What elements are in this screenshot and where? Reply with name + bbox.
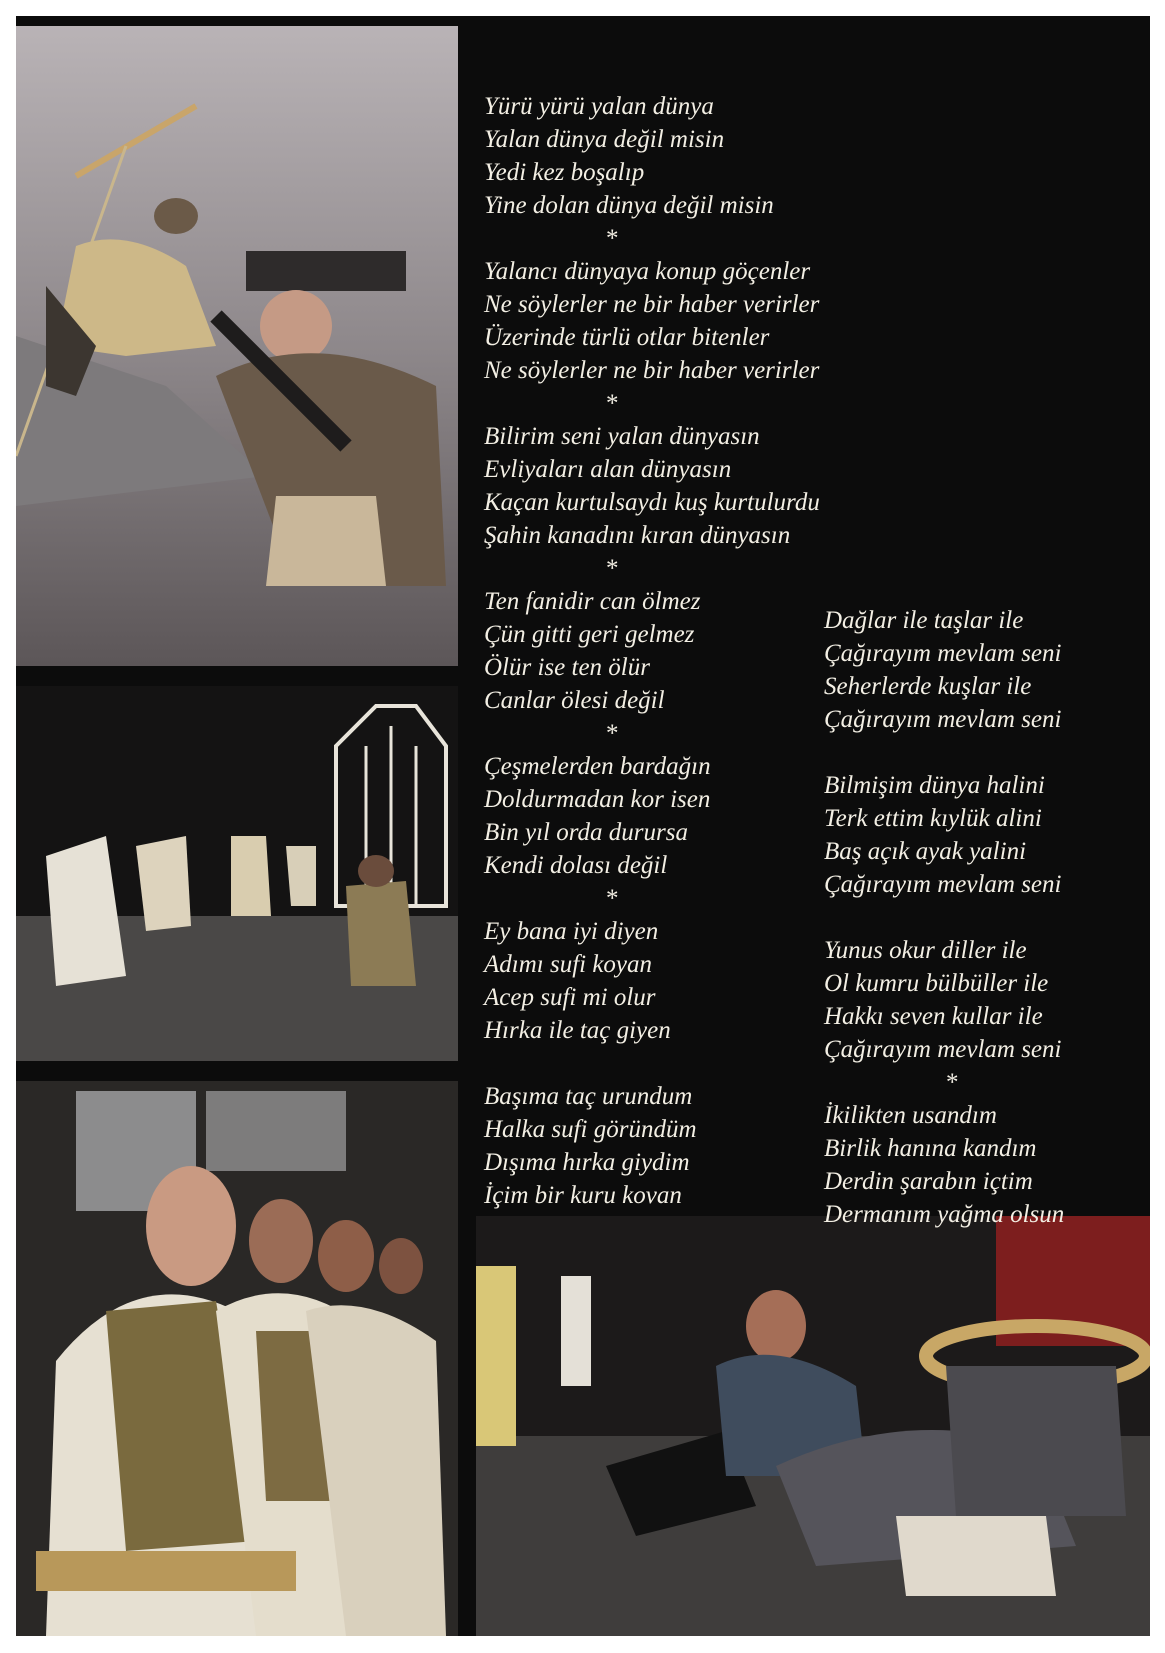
poem-line: Kaçan kurtulsaydı kuş kurtulurdu <box>484 489 820 516</box>
poem-line: Evliyaları alan dünyasın <box>484 456 732 483</box>
poem-line: Bin yıl orda durursa <box>484 819 688 846</box>
poem-line: Ne söylerler ne bir haber verirler <box>484 357 820 384</box>
stanza-gap <box>824 901 1064 934</box>
poem-line: Hakkı seven kullar ile <box>824 1003 1043 1030</box>
poem-line: Yunus okur diller ile <box>824 937 1027 964</box>
poem-line: Bilirim seni yalan dünyasın <box>484 423 760 450</box>
poem-line: Çün gitti geri gelmez <box>484 621 695 648</box>
poem-line: Yalancı dünyaya konup göçenler <box>484 258 811 285</box>
poem-line: Çağırayım mevlam seni <box>824 640 1062 667</box>
poem-line: Çeşmelerden bardağın <box>484 753 711 780</box>
poem-line: Bilmişim dünya halini <box>824 772 1045 799</box>
poem-line: Ne söylerler ne bir haber verirler <box>484 291 820 318</box>
poem-line: Yedi kez boşalıp <box>484 159 645 186</box>
poem-line: Başıma taç urundum <box>484 1083 693 1110</box>
poem-right-column <box>824 604 1064 1231</box>
stanza-separator: * <box>606 720 619 747</box>
poem-line: Terk ettim kıylük alini <box>824 805 1042 832</box>
poem-line: Ten fanidir can ölmez <box>484 588 701 615</box>
poem-left-column <box>484 90 820 1212</box>
stanza-separator: * <box>606 225 619 252</box>
poem-line: Yalan dünya değil misin <box>484 126 725 153</box>
stanza-separator: * <box>606 555 619 582</box>
stanza-separator: * <box>606 885 619 912</box>
brochure-page <box>16 16 1150 1636</box>
poem-line: İkilikten usandım <box>824 1102 997 1129</box>
poem-line: Ey bana iyi diyen <box>484 918 659 945</box>
poem-line: Dağlar ile taşlar ile <box>824 607 1024 634</box>
stanza-gap <box>484 1047 820 1080</box>
stage-photo-performers-line <box>16 1081 458 1636</box>
stanza-separator: * <box>606 390 619 417</box>
poem-line: Ölür ise ten ölür <box>484 654 650 681</box>
poem-line: Çağırayım mevlam seni <box>824 871 1062 898</box>
poem-line: Dermanım yağma olsun <box>824 1201 1065 1228</box>
poem-line: Birlik hanına kandım <box>824 1135 1037 1162</box>
poem-line: Yürü yürü yalan dünya <box>484 93 714 120</box>
poem-line: Kendi dolası değil <box>484 852 668 879</box>
poem-line: Ol kumru bülbüller ile <box>824 970 1049 997</box>
poem-line: İçim bir kuru kovan <box>484 1182 682 1209</box>
stanza-gap <box>824 736 1064 769</box>
poem-line: Hırka ile taç giyen <box>484 1017 671 1044</box>
poem-line: Çağırayım mevlam seni <box>824 706 1062 733</box>
poem-line: Şahin kanadını kıran dünyasın <box>484 522 791 549</box>
stage-photo-dancers <box>16 686 458 1061</box>
poem-line: Derdin şarabın içtim <box>824 1168 1033 1195</box>
poem-line: Doldurmadan kor isen <box>484 786 711 813</box>
poem-line: Baş açık ayak yalini <box>824 838 1027 865</box>
poem-line: Dışıma hırka giydim <box>484 1149 690 1176</box>
poem-line: Acep sufi mi olur <box>484 984 656 1011</box>
poem-line: Yine dolan dünya değil misin <box>484 192 774 219</box>
stanza-separator: * <box>946 1069 959 1096</box>
poem-line: Seherlerde kuşlar ile <box>824 673 1032 700</box>
poem-line: Çağırayım mevlam seni <box>824 1036 1062 1063</box>
stage-photo-staff-scene <box>16 26 458 666</box>
poem-line: Canlar ölesi değil <box>484 687 665 714</box>
poem-line: Adımı sufi koyan <box>484 951 653 978</box>
poem-line: Halka sufi göründüm <box>484 1116 697 1143</box>
poem-line: Üzerinde türlü otlar bitenler <box>484 324 770 351</box>
stage-photo-floor-scene <box>476 1216 1150 1636</box>
